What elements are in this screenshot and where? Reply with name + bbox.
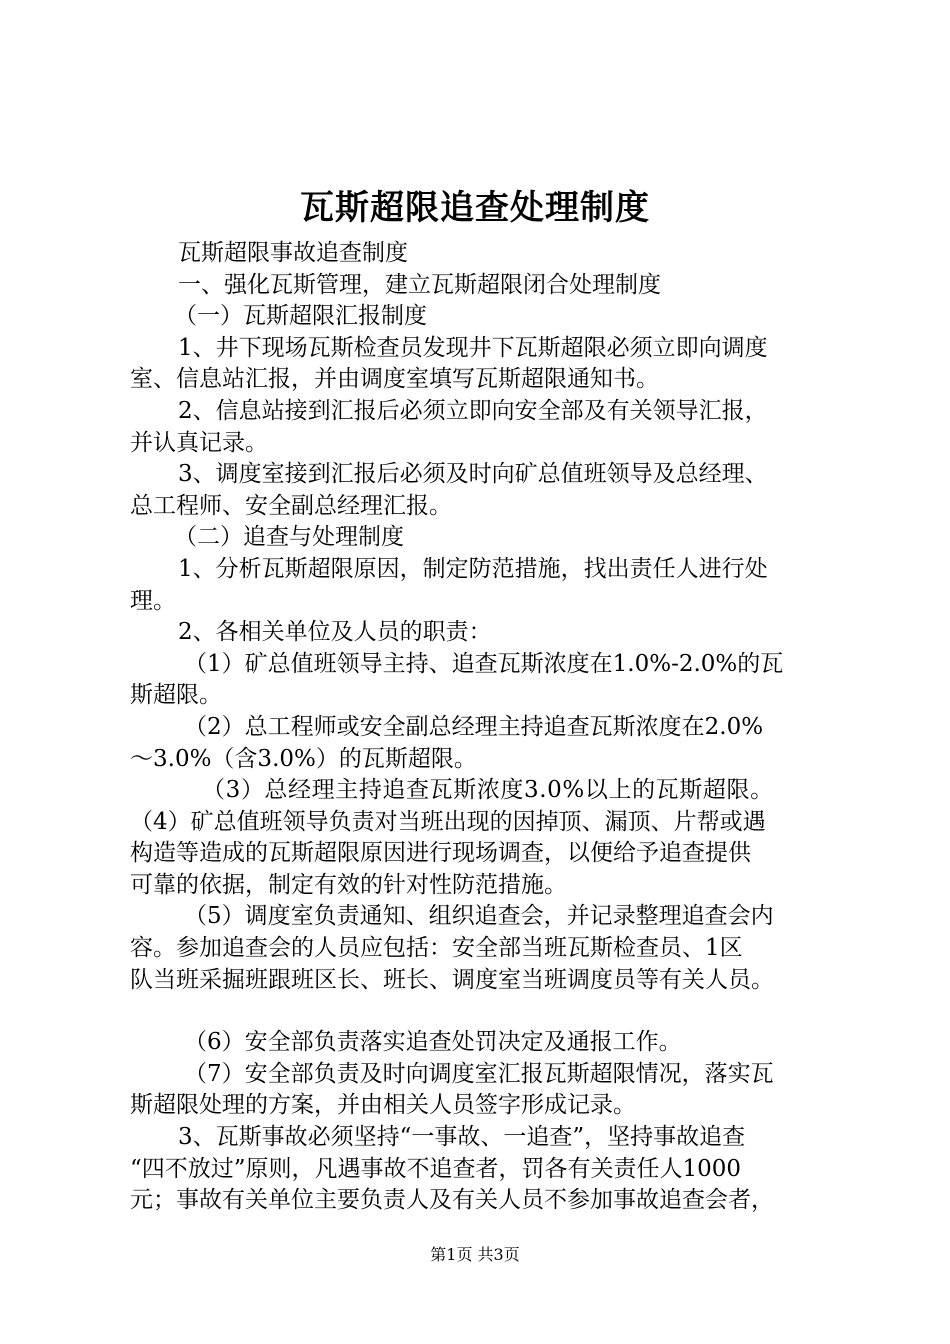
paragraph-line: （2）总工程师或安全副总经理主持追查瓦斯浓度在2.0% [184, 713, 764, 740]
paragraph-line: 3、瓦斯事故必须坚持“一事故、一追查”，坚持事故追查 [178, 1124, 746, 1151]
paragraph-line: 斯超限处理的方案，并由相关人员签字形成记录。 [130, 1092, 636, 1119]
document-title: 瓦斯超限追查处理制度 [300, 188, 650, 228]
paragraph-line: 队当班采掘班跟班区长、班长、调度室当班调度员等有关人员。 [130, 966, 774, 993]
paragraph-line: 容。参加追查会的人员应包括：安全部当班瓦斯检查员、1区 [130, 935, 743, 962]
section-heading: （二）追查与处理制度 [174, 524, 404, 551]
paragraph-line: （4）矿总值班领导负责对当班出现的因掉顶、漏顶、片帮或遇 [130, 808, 766, 835]
paragraph-line: （5）调度室负责通知、组织追查会，并记录整理追查会内 [184, 903, 774, 930]
paragraph-line: 元；事故有关单位主要负责人及有关人员不参加事故追查会者， [130, 1187, 774, 1214]
paragraph-line: 可靠的依据，制定有效的针对性防范措施。 [130, 871, 567, 898]
paragraph-line: 1、分析瓦斯超限原因，制定防范措施，找出责任人进行处 [178, 555, 768, 582]
document-body [130, 238, 830, 1217]
section-heading: （一）瓦斯超限汇报制度 [174, 303, 427, 330]
paragraph-line: 总工程师、安全副总经理汇报。 [130, 492, 452, 519]
page-number: 第1页 共3页 [430, 1245, 520, 1264]
paragraph-line: “四不放过”原则，凡遇事故不追查者，罚各有关责任人1000 [130, 1155, 742, 1182]
paragraph-line: ～3.0%（含3.0%）的瓦斯超限。 [130, 745, 477, 772]
paragraph-line: 理。 [130, 587, 176, 614]
paragraph-line: （6）安全部负责落实追查处罚决定及通报工作。 [184, 1029, 682, 1056]
paragraph-line: 斯超限。 [130, 682, 222, 709]
blank-line [130, 996, 830, 1027]
paragraph-line: 一、强化瓦斯管理，建立瓦斯超限闭合处理制度 [178, 271, 661, 298]
paragraph-line: 并认真记录。 [130, 429, 268, 456]
paragraph-line: 室、信息站汇报，并由调度室填写瓦斯超限通知书。 [130, 366, 659, 393]
paragraph-line: （7）安全部负责及时向调度室汇报瓦斯超限情况，落实瓦 [184, 1060, 774, 1087]
paragraph-line: 瓦斯超限事故追查制度 [178, 240, 408, 266]
paragraph-line: 1、井下现场瓦斯检查员发现井下瓦斯超限必须立即向调度 [178, 334, 768, 361]
paragraph-line: 3、调度室接到汇报后必须及时向矿总值班领导及总经理、 [178, 461, 768, 488]
paragraph-line: 构造等造成的瓦斯超限原因进行现场调查，以便给予追查提供 [130, 840, 751, 867]
paragraph-line: 2、各相关单位及人员的职责： [178, 619, 492, 646]
paragraph-line: （1）矿总值班领导主持、追查瓦斯浓度在1.0%-2.0%的瓦 [184, 650, 784, 677]
paragraph-line: 2、信息站接到汇报后必须立即向安全部及有关领导汇报， [178, 397, 768, 424]
paragraph-line: （3）总经理主持追查瓦斯浓度3.0%以上的瓦斯超限。 [202, 777, 774, 804]
